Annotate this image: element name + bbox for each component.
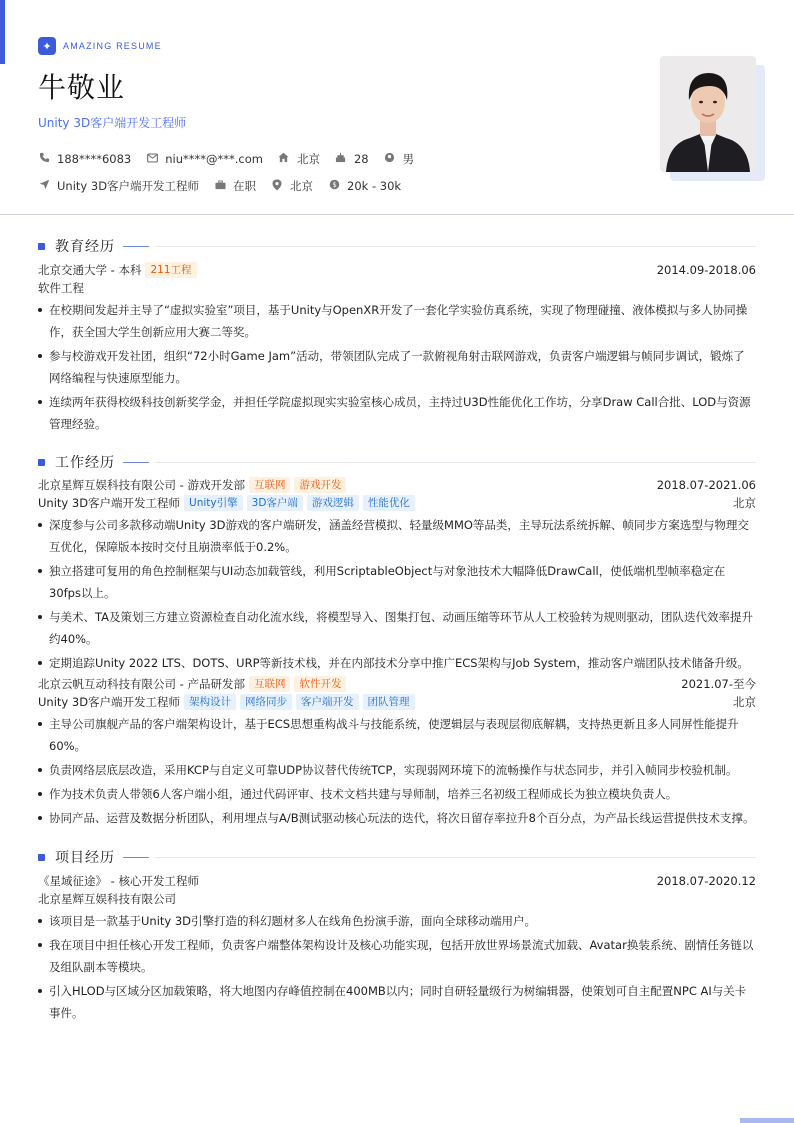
section-gap [38,829,756,843]
school-name: 北京交通大学 - 本科 [38,263,142,277]
major: 软件工程 [38,281,84,295]
briefcase-icon [214,180,226,193]
skill-tag: 架构设计 [184,694,236,710]
send-icon [38,179,50,193]
skill-tag: 网络同步 [240,694,292,710]
brand-text: AMAZING RESUME [63,41,162,51]
list-item: 作为技术负责人带领6人客户端小组，通过代码评审、技术文档共建与导师制，培养三名初级工程师成长为独立模块负责人。 [38,783,756,805]
gender-value: 男 [402,152,415,166]
job-1-header [38,476,756,494]
job-2-role-row [38,693,756,711]
svg-text:$: $ [331,180,337,189]
profile-photo [660,56,756,172]
section-marker [38,459,45,466]
list-item: 负责网络层底层改造，采用KCP与自定义可靠UDP协议替代传统TCP，实现弱网环境下的流畅操作与状态同步，并引入帧同步校验机制。 [38,759,756,781]
project-section-header [38,843,756,871]
education-date: 2014.09-2018.06 [656,263,756,277]
section-rule [155,462,756,463]
list-item: 协同产品、运营及数据分析团队，利用埋点与A/B测试驱动核心玩法的迭代，将次日留存率拉升8个百分点，为产品长线运营提供技术支撑。 [38,807,756,829]
status-row [38,177,758,195]
home-icon [278,152,290,166]
section-title: 项目经历 [55,850,115,866]
section-dash [123,857,149,858]
job-1-role-row [38,494,756,512]
job-2-role: Unity 3D客户端开发工程师 [38,695,181,709]
cake-icon [335,152,347,166]
major-row [38,279,756,297]
education-section-header [38,232,756,260]
phone-value: 188****6083 [57,152,132,166]
resume-body [38,232,756,1024]
list-item: 主导公司旗舰产品的客户端架构设计，基于ECS思想重构战斗与技能系统，使逻辑层与表现层彻底解耦，支持热更新且多人同屏性能提升60%。 [38,713,756,757]
job-2-date: 2021.07-至今 [681,677,756,691]
salary-value: 20k - 30k [347,179,402,193]
section-marker [38,243,45,250]
list-item: 定期追踪Unity 2022 LTS、DOTS、URP等新技术栈，并在内部技术分享中推广ECS架构与Job System，推动客户端团队技术储备升级。 [38,652,756,674]
home-value: 北京 [296,152,320,166]
industry-tag: 互联网 [249,477,291,493]
phone-info [38,152,131,166]
industry-tag: 游戏开发 [294,477,346,493]
target-city-info [271,178,313,194]
skill-tag: 游戏逻辑 [307,495,359,511]
job-2-city: 北京 [733,695,756,709]
list-item: 我在项目中担任核心开发工程师，负责客户端整体架构设计及核心功能实现，包括开放世界场景流式加载、Avatar换装系统、剧情任务链以及组队副本等模块。 [38,934,756,978]
candidate-name: 牛敬业 [38,71,126,104]
gender-info [384,151,415,167]
section-dash [123,462,149,463]
age-info [335,152,369,166]
industry-tag: 软件开发 [294,676,346,692]
section-title: 工作经历 [55,455,115,471]
job-status-info [214,178,256,194]
bottom-accent-bar [740,1118,794,1123]
job-2-role-line [38,694,415,710]
school-line [38,262,197,278]
resume-header [38,37,758,195]
job-2-company-line [38,676,346,692]
section-gap [38,435,756,448]
job-2-header [38,675,756,693]
project-name: 《星域征途》 - 核心开发工程师 [38,874,199,888]
target-role-info [38,178,199,194]
job-2-company: 北京云帆互动科技有限公司 - 产品研发部 [38,677,245,691]
contact-row [38,150,758,168]
home-info [278,151,320,167]
phone-icon [38,152,50,166]
list-item: 与美术、TA及策划三方建立资源检查自动化流水线，将模型导入、图集打包、动画压缩等环节从人工校验转为规则驱动，团队迭代效率提升约40%。 [38,606,756,650]
project-date: 2018.07-2020.12 [656,874,756,888]
candidate-title: Unity 3D客户端开发工程师 [38,116,187,130]
target-city-value: 北京 [290,179,314,193]
salary-icon [328,179,340,193]
project-bullets [38,910,756,1024]
mail-icon [146,153,158,166]
job-status-value: 在职 [233,179,257,193]
project-company: 北京星辉互娱科技有限公司 [38,892,176,906]
industry-tag: 互联网 [249,676,291,692]
job-1-date: 2018.07-2021.06 [656,478,756,492]
brand [38,37,758,55]
list-item: 该项目是一款基于Unity 3D引擎打造的科幻题材多人在线角色扮演手游，面向全球移动端用户。 [38,910,756,932]
section-dash [123,246,149,247]
age-value: 28 [353,152,369,166]
list-item: 连续两年获得校级科技创新奖学金，并担任学院虚拟现实实验室核心成员，主持过U3D性能优化工作坊，分享Draw Call合批、LOD与资源管理经验。 [38,391,756,435]
list-item: 引入HLOD与区域分区加载策略，将大地图内存峰值控制在400MB以内；同时自研轻量级行为树编辑器，使策划可自主配置NPC AI与关卡事件。 [38,980,756,1024]
job-1-company-line [38,477,346,493]
location-icon [271,179,283,194]
skill-tag: 团队管理 [363,694,415,710]
email-info [146,152,263,166]
accent-bar [0,0,5,64]
education-entry-header [38,261,756,279]
job-1-role-line [38,495,415,511]
work-section-header [38,448,756,476]
list-item: 参与校游戏开发社团，组织“72小时Game Jam”活动，带领团队完成了一款俯视角射击联网游戏，负责客户端逻辑与帧同步调试，锻炼了网络编程与快速原型能力。 [38,345,756,389]
gender-icon [384,152,396,166]
job-2-bullets [38,713,756,829]
email-value: niu****@***.com [165,152,263,166]
list-item: 在校期间发起并主导了“虚拟实验室”项目，基于Unity与OpenXR开发了一套化学实验仿真系统，实现了物理碰撞、液体模拟与多人协同操作，获全国大学生创新应用大赛二等奖。 [38,299,756,343]
section-rule [155,246,756,247]
skill-tag: Unity引擎 [184,495,243,511]
header-divider [0,214,794,215]
skill-tag: 客户端开发 [296,694,359,710]
section-marker [38,854,45,861]
target-role-value: Unity 3D客户端开发工程师 [57,179,200,193]
job-1-company: 北京星辉互娱科技有限公司 - 游戏开发部 [38,478,245,492]
list-item: 独立搭建可复用的角色控制框架与UI动态加载管线，利用ScriptableObject与对象池技术大幅降低DrawCall，使低端机型帧率稳定在30fps以上。 [38,560,756,604]
school-tag: 211工程 [145,262,196,278]
project-company-row [38,890,756,908]
education-bullets [38,299,756,435]
project-header [38,872,756,890]
sparkle-icon: ✦ [38,37,56,55]
job-1-city: 北京 [733,496,756,510]
section-rule [155,857,756,858]
job-1-bullets [38,514,756,674]
skill-tag: 3D客户端 [247,495,303,511]
list-item: 深度参与公司多款移动端Unity 3D游戏的客户端研发，涵盖经营模拟、轻量级MMO等品类，主导玩法系统拆解、帧同步方案选型与物理交互优化，保障版本按时交付且崩溃率低于0.2%。 [38,514,756,558]
skill-tag: 性能优化 [363,495,415,511]
section-title: 教育经历 [55,239,115,255]
salary-info [328,179,401,193]
job-1-role: Unity 3D客户端开发工程师 [38,496,181,510]
